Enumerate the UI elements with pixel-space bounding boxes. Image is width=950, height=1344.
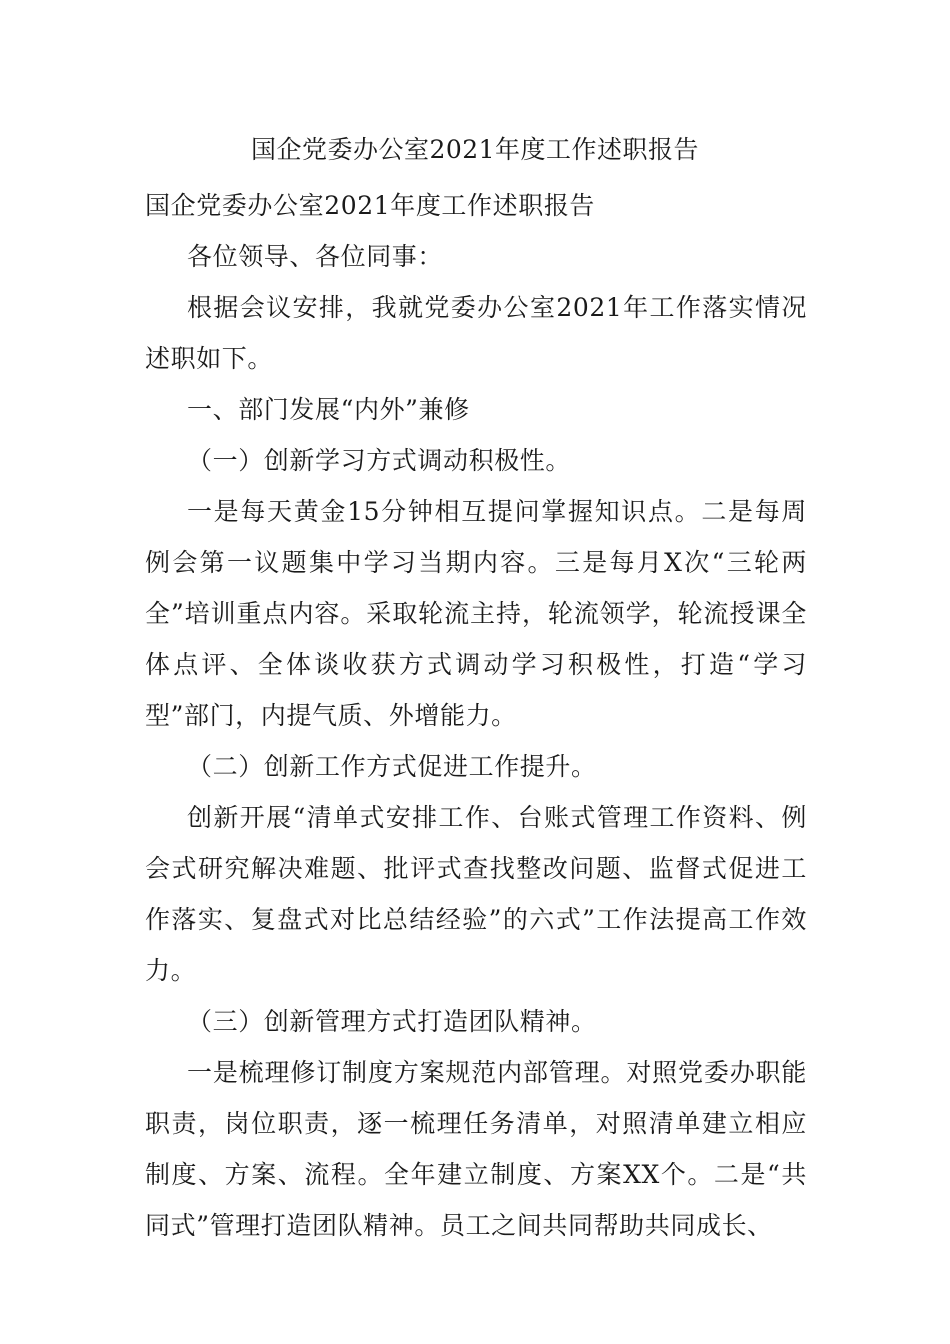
intro-paragraph: 根据会议安排，我就党委办公室2021年工作落实情况述职如下。 [145, 293, 807, 373]
paragraph-study: 一是每天黄金15分钟相互提问掌握知识点。二是每周例会第一议题集中学习当期内容。三是每月X次“三轮两全”培训重点内容。采取轮流主持，轮流领学，轮流授课全体点评、全体谈收获方式调动学习积极性，打造“学习型”部门，内提气质、外增能力。 [145, 497, 807, 730]
subsection-heading-1: （一）创新学习方式调动积极性。 [187, 446, 572, 475]
section-heading-1: 一、部门发展“内外”兼修 [187, 395, 470, 424]
subsection-heading-2: （二）创新工作方式促进工作提升。 [187, 752, 597, 781]
subsection-heading-3: （三）创新管理方式打造团队精神。 [187, 1007, 597, 1036]
salutation: 各位领导、各位同事： [187, 242, 444, 271]
document-body [145, 180, 807, 1251]
document-title: 国企党委办公室2021年度工作述职报告 [250, 135, 700, 164]
subtitle-line: 国企党委办公室2021年度工作述职报告 [145, 191, 596, 220]
paragraph-management: 一是梳理修订制度方案规范内部管理。对照党委办职能职责，岗位职责，逐一梳理任务清单，对照清单建立相应制度、方案、流程。全年建立制度、方案XX个。二是“共同式”管理打造团队精神。员工之间共同帮助共同成长、 [145, 1058, 807, 1240]
paragraph-work-method: 创新开展“清单式安排工作、台账式管理工作资料、例会式研究解决难题、批评式查找整改问题、监督式促进工作落实、复盘式对比总结经验”的六式”工作法提高工作效力。 [145, 803, 807, 985]
